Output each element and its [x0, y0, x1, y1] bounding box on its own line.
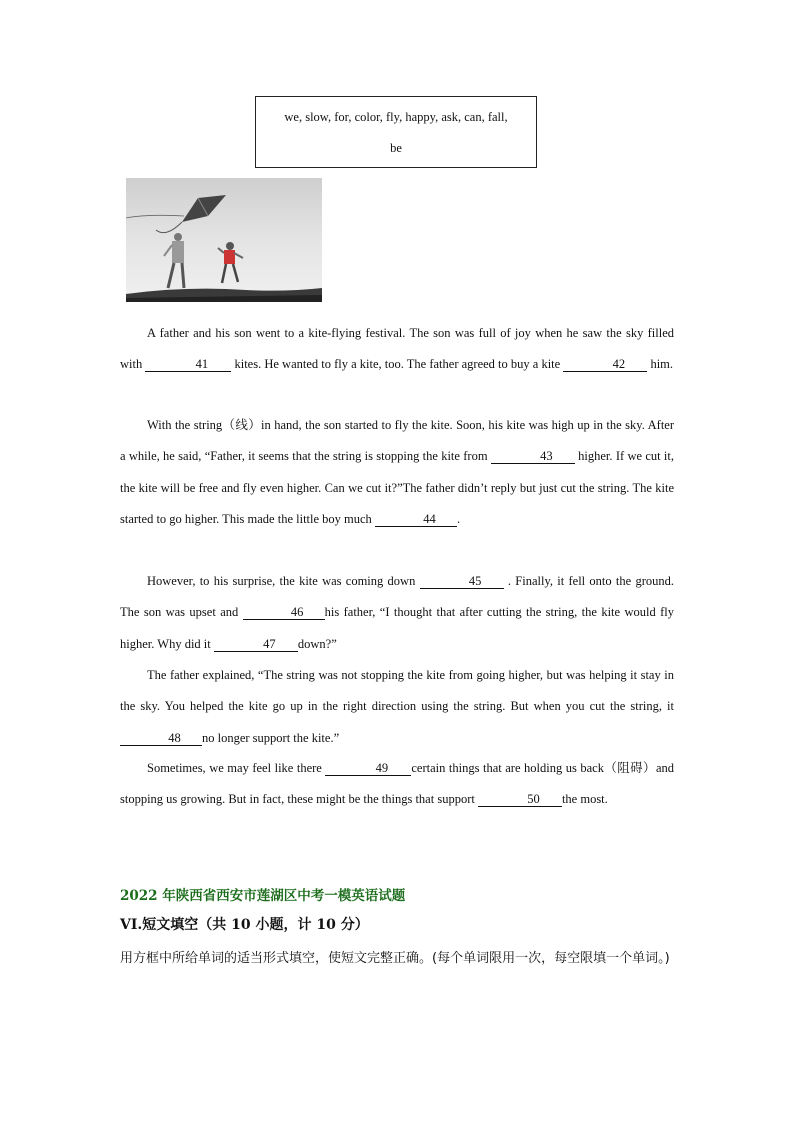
- blank-46[interactable]: 46: [243, 605, 325, 620]
- passage-paragraph-4: The father explained, “The string was not stopping the kite from going higher, but was helping it stay in the sky. You helped the kite go up in the right direction using the string. But when you cut the string, it 48 no longer support the kite.”: [120, 668, 674, 745]
- passage-paragraph-3: However, to his surprise, the kite was coming down 45 . Finally, it fell onto the ground. The son was upset and 46 his father, “I thought that after cutting the string, the kite would fly higher. Why did it 47 down?”: [120, 574, 674, 651]
- blank-42[interactable]: 42: [563, 357, 647, 372]
- passage-paragraph-1: A father and his son went to a kite-flying festival. The son was full of joy when he saw the sky filled with 41 kites. He wanted to fly a kite, too. The father agreed to buy a kite 42 him.: [120, 326, 674, 372]
- blank-43[interactable]: 43: [491, 449, 575, 464]
- word-bank-line-1: we, slow, for, color, fly, happy, ask, can, fall,: [284, 110, 508, 124]
- word-bank-line-2: be: [390, 141, 402, 155]
- word-bank-box: [255, 96, 537, 168]
- exam-title: 2022 年陕西省西安市莲湖区中考一模英语试题: [120, 888, 406, 904]
- blank-45[interactable]: 45: [420, 574, 504, 589]
- blank-49[interactable]: 49: [325, 761, 411, 776]
- passage-paragraph-2: With the string（线）in hand, the son started to fly the kite. Soon, his kite was high up in the sky. After a while, he said, “Father, it seems that the string is stopping the kite from 43 higher. If we cut it, the kite will be free and fly even higher. Can we cut it?”The father didn’t reply but just cut the string. The kite started to go higher. This made the little boy much 44 .: [120, 418, 674, 526]
- blank-50[interactable]: 50: [478, 792, 562, 807]
- passage-paragraph-5: Sometimes, we may feel like there 49 certain things that are holding us back（阻碍）and stopping us growing. But in fact, these might be the things that support 50 the most.: [120, 761, 675, 807]
- blank-48[interactable]: 48: [120, 731, 202, 746]
- blank-44[interactable]: 44: [375, 512, 457, 527]
- blank-41[interactable]: 41: [145, 357, 231, 372]
- kite-flying-photo: [126, 178, 322, 302]
- instructions: 用方框中所给单词的适当形式填空，使短文完整正确。(每个单词限用一次，每空限填一个单词。): [120, 951, 670, 966]
- blank-47[interactable]: 47: [214, 637, 298, 652]
- section-title: VI.短文填空（共 10 小题，计 10 分）: [120, 917, 369, 933]
